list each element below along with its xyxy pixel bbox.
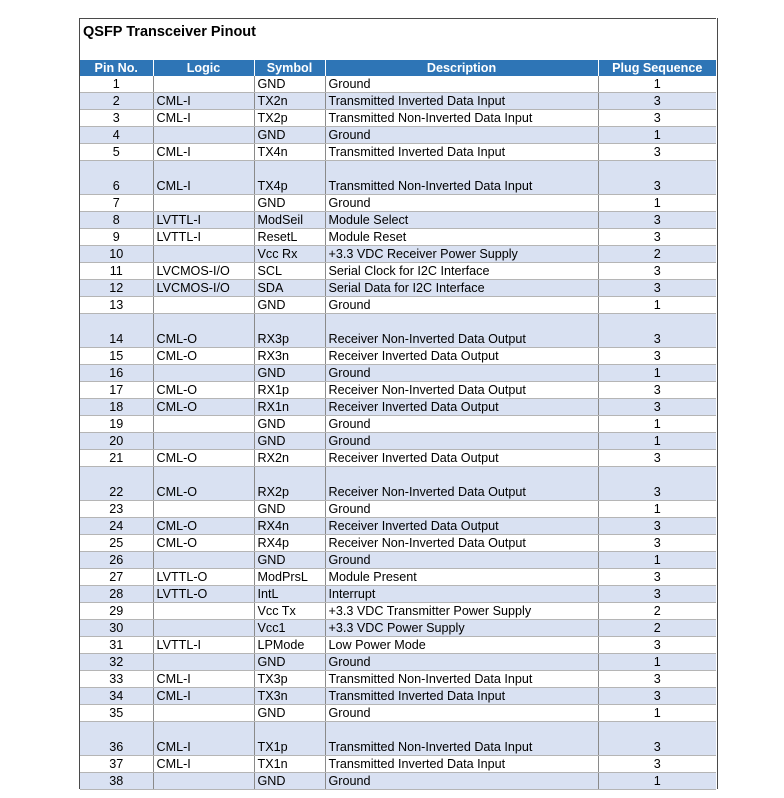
- plug-sequence-cell: 1: [598, 433, 716, 450]
- description-cell: Receiver Non-Inverted Data Output: [325, 314, 598, 348]
- pin-no-cell: 10: [80, 246, 153, 263]
- table-row: [80, 433, 716, 450]
- description-cell: Ground: [325, 433, 598, 450]
- pin-no-cell: 3: [80, 110, 153, 127]
- description-cell: Transmitted Non-Inverted Data Input: [325, 722, 598, 756]
- pin-no-cell: 22: [80, 467, 153, 501]
- table-row: [80, 229, 716, 246]
- description-cell: Ground: [325, 773, 598, 790]
- description-cell: Ground: [325, 127, 598, 144]
- logic-cell: CML-I: [153, 688, 254, 705]
- pin-no-cell: 14: [80, 314, 153, 348]
- logic-cell: CML-O: [153, 467, 254, 501]
- plug-sequence-cell: 1: [598, 416, 716, 433]
- table-row: [80, 348, 716, 365]
- header-row: [80, 60, 716, 76]
- header-logic: Logic: [153, 60, 254, 76]
- pin-no-cell: 30: [80, 620, 153, 637]
- table-row: [80, 637, 716, 654]
- description-cell: Receiver Non-Inverted Data Output: [325, 467, 598, 501]
- plug-sequence-cell: 3: [598, 518, 716, 535]
- plug-sequence-cell: 3: [598, 382, 716, 399]
- table-row: [80, 552, 716, 569]
- description-cell: Transmitted Non-Inverted Data Input: [325, 161, 598, 195]
- logic-cell: CML-I: [153, 93, 254, 110]
- plug-sequence-cell: 1: [598, 365, 716, 382]
- description-cell: Transmitted Inverted Data Input: [325, 144, 598, 161]
- plug-sequence-cell: 2: [598, 603, 716, 620]
- plug-sequence-cell: 3: [598, 535, 716, 552]
- logic-cell: [153, 416, 254, 433]
- table-row: [80, 246, 716, 263]
- logic-cell: LVTTL-O: [153, 569, 254, 586]
- symbol-cell: GND: [254, 773, 325, 790]
- page-title: QSFP Transceiver Pinout: [83, 24, 256, 40]
- logic-cell: LVTTL-I: [153, 637, 254, 654]
- pin-no-cell: 37: [80, 756, 153, 773]
- symbol-cell: TX4p: [254, 161, 325, 195]
- logic-cell: LVCMOS-I/O: [153, 280, 254, 297]
- title-box: [80, 18, 716, 61]
- table-row: [80, 144, 716, 161]
- logic-cell: CML-O: [153, 382, 254, 399]
- header-symbol: Symbol: [254, 60, 325, 76]
- description-cell: Receiver Inverted Data Output: [325, 399, 598, 416]
- table-row: [80, 671, 716, 688]
- table-row: [80, 603, 716, 620]
- symbol-cell: GND: [254, 416, 325, 433]
- plug-sequence-cell: 1: [598, 195, 716, 212]
- plug-sequence-cell: 1: [598, 773, 716, 790]
- logic-cell: CML-I: [153, 756, 254, 773]
- logic-cell: CML-O: [153, 348, 254, 365]
- symbol-cell: GND: [254, 705, 325, 722]
- logic-cell: [153, 501, 254, 518]
- symbol-cell: RX4n: [254, 518, 325, 535]
- description-cell: Ground: [325, 552, 598, 569]
- symbol-cell: TX1n: [254, 756, 325, 773]
- table-row: [80, 161, 716, 195]
- logic-cell: [153, 433, 254, 450]
- table-row: [80, 399, 716, 416]
- plug-sequence-cell: 1: [598, 654, 716, 671]
- table-row: [80, 212, 716, 229]
- plug-sequence-cell: 3: [598, 756, 716, 773]
- description-cell: Ground: [325, 654, 598, 671]
- pin-no-cell: 23: [80, 501, 153, 518]
- description-cell: Ground: [325, 416, 598, 433]
- plug-sequence-cell: 3: [598, 467, 716, 501]
- logic-cell: [153, 552, 254, 569]
- pin-no-cell: 32: [80, 654, 153, 671]
- table-row: [80, 76, 716, 93]
- symbol-cell: ModPrsL: [254, 569, 325, 586]
- logic-cell: [153, 773, 254, 790]
- logic-cell: CML-O: [153, 535, 254, 552]
- pin-no-cell: 18: [80, 399, 153, 416]
- description-cell: Serial Clock for I2C Interface: [325, 263, 598, 280]
- symbol-cell: RX1p: [254, 382, 325, 399]
- pin-no-cell: 12: [80, 280, 153, 297]
- table-row: [80, 280, 716, 297]
- logic-cell: [153, 603, 254, 620]
- symbol-cell: GND: [254, 552, 325, 569]
- symbol-cell: ResetL: [254, 229, 325, 246]
- description-cell: Ground: [325, 76, 598, 93]
- description-cell: Ground: [325, 501, 598, 518]
- description-cell: Ground: [325, 705, 598, 722]
- pin-no-cell: 29: [80, 603, 153, 620]
- logic-cell: [153, 705, 254, 722]
- symbol-cell: GND: [254, 297, 325, 314]
- table-row: [80, 195, 716, 212]
- header-pin-no: Pin No.: [80, 60, 153, 76]
- pin-no-cell: 9: [80, 229, 153, 246]
- logic-cell: [153, 195, 254, 212]
- table-row: [80, 654, 716, 671]
- table-row: [80, 620, 716, 637]
- plug-sequence-cell: 1: [598, 76, 716, 93]
- plug-sequence-cell: 3: [598, 348, 716, 365]
- logic-cell: CML-I: [153, 144, 254, 161]
- logic-cell: CML-O: [153, 399, 254, 416]
- table-row: [80, 263, 716, 280]
- pin-no-cell: 13: [80, 297, 153, 314]
- symbol-cell: Vcc1: [254, 620, 325, 637]
- description-cell: Low Power Mode: [325, 637, 598, 654]
- description-cell: Transmitted Non-Inverted Data Input: [325, 671, 598, 688]
- plug-sequence-cell: 3: [598, 161, 716, 195]
- pin-no-cell: 17: [80, 382, 153, 399]
- pin-no-cell: 33: [80, 671, 153, 688]
- logic-cell: [153, 297, 254, 314]
- pin-no-cell: 19: [80, 416, 153, 433]
- symbol-cell: ModSeil: [254, 212, 325, 229]
- logic-cell: [153, 620, 254, 637]
- logic-cell: CML-I: [153, 671, 254, 688]
- logic-cell: CML-I: [153, 722, 254, 756]
- logic-cell: [153, 246, 254, 263]
- pin-no-cell: 31: [80, 637, 153, 654]
- table-row: [80, 688, 716, 705]
- symbol-cell: TX2p: [254, 110, 325, 127]
- symbol-cell: GND: [254, 654, 325, 671]
- description-cell: Transmitted Inverted Data Input: [325, 688, 598, 705]
- pin-no-cell: 11: [80, 263, 153, 280]
- table-row: [80, 416, 716, 433]
- symbol-cell: RX4p: [254, 535, 325, 552]
- description-cell: Receiver Inverted Data Output: [325, 348, 598, 365]
- plug-sequence-cell: 1: [598, 705, 716, 722]
- logic-cell: [153, 365, 254, 382]
- table-row: [80, 467, 716, 501]
- symbol-cell: GND: [254, 433, 325, 450]
- description-cell: Transmitted Inverted Data Input: [325, 756, 598, 773]
- plug-sequence-cell: 3: [598, 722, 716, 756]
- table-row: [80, 722, 716, 756]
- symbol-cell: Vcc Rx: [254, 246, 325, 263]
- plug-sequence-cell: 3: [598, 263, 716, 280]
- table-row: [80, 110, 716, 127]
- logic-cell: LVCMOS-I/O: [153, 263, 254, 280]
- symbol-cell: RX2p: [254, 467, 325, 501]
- pin-no-cell: 28: [80, 586, 153, 603]
- table-row: [80, 518, 716, 535]
- symbol-cell: GND: [254, 365, 325, 382]
- table-row: [80, 535, 716, 552]
- description-cell: Ground: [325, 195, 598, 212]
- symbol-cell: TX1p: [254, 722, 325, 756]
- pin-no-cell: 27: [80, 569, 153, 586]
- table-row: [80, 773, 716, 790]
- pin-no-cell: 38: [80, 773, 153, 790]
- table-row: [80, 756, 716, 773]
- plug-sequence-cell: 1: [598, 297, 716, 314]
- description-cell: Transmitted Inverted Data Input: [325, 93, 598, 110]
- symbol-cell: IntL: [254, 586, 325, 603]
- pin-no-cell: 5: [80, 144, 153, 161]
- symbol-cell: LPMode: [254, 637, 325, 654]
- plug-sequence-cell: 1: [598, 501, 716, 518]
- logic-cell: [153, 76, 254, 93]
- pin-no-cell: 35: [80, 705, 153, 722]
- logic-cell: LVTTL-I: [153, 212, 254, 229]
- plug-sequence-cell: 2: [598, 620, 716, 637]
- description-cell: Receiver Non-Inverted Data Output: [325, 382, 598, 399]
- table-row: [80, 314, 716, 348]
- symbol-cell: GND: [254, 501, 325, 518]
- description-cell: +3.3 VDC Power Supply: [325, 620, 598, 637]
- pin-no-cell: 8: [80, 212, 153, 229]
- table-row: [80, 501, 716, 518]
- pin-no-cell: 7: [80, 195, 153, 212]
- plug-sequence-cell: 3: [598, 671, 716, 688]
- symbol-cell: GND: [254, 127, 325, 144]
- description-cell: Ground: [325, 365, 598, 382]
- table-row: [80, 705, 716, 722]
- plug-sequence-cell: 3: [598, 229, 716, 246]
- plug-sequence-cell: 3: [598, 144, 716, 161]
- symbol-cell: RX1n: [254, 399, 325, 416]
- table-row: [80, 586, 716, 603]
- pin-no-cell: 15: [80, 348, 153, 365]
- table-row: [80, 93, 716, 110]
- symbol-cell: RX3p: [254, 314, 325, 348]
- description-cell: Receiver Inverted Data Output: [325, 518, 598, 535]
- table-row: [80, 569, 716, 586]
- table-row: [80, 127, 716, 144]
- symbol-cell: SCL: [254, 263, 325, 280]
- symbol-cell: SDA: [254, 280, 325, 297]
- pin-no-cell: 16: [80, 365, 153, 382]
- description-cell: Module Select: [325, 212, 598, 229]
- pin-no-cell: 26: [80, 552, 153, 569]
- plug-sequence-cell: 3: [598, 93, 716, 110]
- table-row: [80, 297, 716, 314]
- plug-sequence-cell: 3: [598, 110, 716, 127]
- pin-no-cell: 4: [80, 127, 153, 144]
- plug-sequence-cell: 1: [598, 127, 716, 144]
- symbol-cell: TX4n: [254, 144, 325, 161]
- description-cell: Module Present: [325, 569, 598, 586]
- pin-no-cell: 6: [80, 161, 153, 195]
- pin-no-cell: 24: [80, 518, 153, 535]
- description-cell: Module Reset: [325, 229, 598, 246]
- description-cell: +3.3 VDC Receiver Power Supply: [325, 246, 598, 263]
- symbol-cell: TX2n: [254, 93, 325, 110]
- plug-sequence-cell: 3: [598, 450, 716, 467]
- plug-sequence-cell: 1: [598, 552, 716, 569]
- logic-cell: LVTTL-I: [153, 229, 254, 246]
- symbol-cell: TX3p: [254, 671, 325, 688]
- symbol-cell: RX2n: [254, 450, 325, 467]
- logic-cell: CML-O: [153, 450, 254, 467]
- pin-no-cell: 34: [80, 688, 153, 705]
- pin-no-cell: 1: [80, 76, 153, 93]
- table-row: [80, 365, 716, 382]
- plug-sequence-cell: 3: [598, 280, 716, 297]
- header-plug-sequence: Plug Sequence: [598, 60, 716, 76]
- pinout-table: [80, 60, 716, 790]
- table-body: [80, 76, 716, 790]
- pin-no-cell: 25: [80, 535, 153, 552]
- logic-cell: CML-O: [153, 518, 254, 535]
- plug-sequence-cell: 2: [598, 246, 716, 263]
- logic-cell: CML-I: [153, 161, 254, 195]
- table-row: [80, 382, 716, 399]
- pinout-sheet: [79, 18, 718, 789]
- plug-sequence-cell: 3: [598, 637, 716, 654]
- logic-cell: CML-O: [153, 314, 254, 348]
- description-cell: Serial Data for I2C Interface: [325, 280, 598, 297]
- plug-sequence-cell: 3: [598, 399, 716, 416]
- plug-sequence-cell: 3: [598, 586, 716, 603]
- pin-no-cell: 2: [80, 93, 153, 110]
- header-description: Description: [325, 60, 598, 76]
- plug-sequence-cell: 3: [598, 569, 716, 586]
- description-cell: Transmitted Non-Inverted Data Input: [325, 110, 598, 127]
- logic-cell: CML-I: [153, 110, 254, 127]
- symbol-cell: GND: [254, 195, 325, 212]
- symbol-cell: GND: [254, 76, 325, 93]
- logic-cell: [153, 127, 254, 144]
- description-cell: Receiver Non-Inverted Data Output: [325, 535, 598, 552]
- table-row: [80, 450, 716, 467]
- plug-sequence-cell: 3: [598, 314, 716, 348]
- symbol-cell: Vcc Tx: [254, 603, 325, 620]
- logic-cell: [153, 654, 254, 671]
- plug-sequence-cell: 3: [598, 688, 716, 705]
- pin-no-cell: 36: [80, 722, 153, 756]
- description-cell: Receiver Inverted Data Output: [325, 450, 598, 467]
- description-cell: +3.3 VDC Transmitter Power Supply: [325, 603, 598, 620]
- logic-cell: LVTTL-O: [153, 586, 254, 603]
- plug-sequence-cell: 3: [598, 212, 716, 229]
- description-cell: Interrupt: [325, 586, 598, 603]
- symbol-cell: TX3n: [254, 688, 325, 705]
- pin-no-cell: 21: [80, 450, 153, 467]
- pin-no-cell: 20: [80, 433, 153, 450]
- description-cell: Ground: [325, 297, 598, 314]
- symbol-cell: RX3n: [254, 348, 325, 365]
